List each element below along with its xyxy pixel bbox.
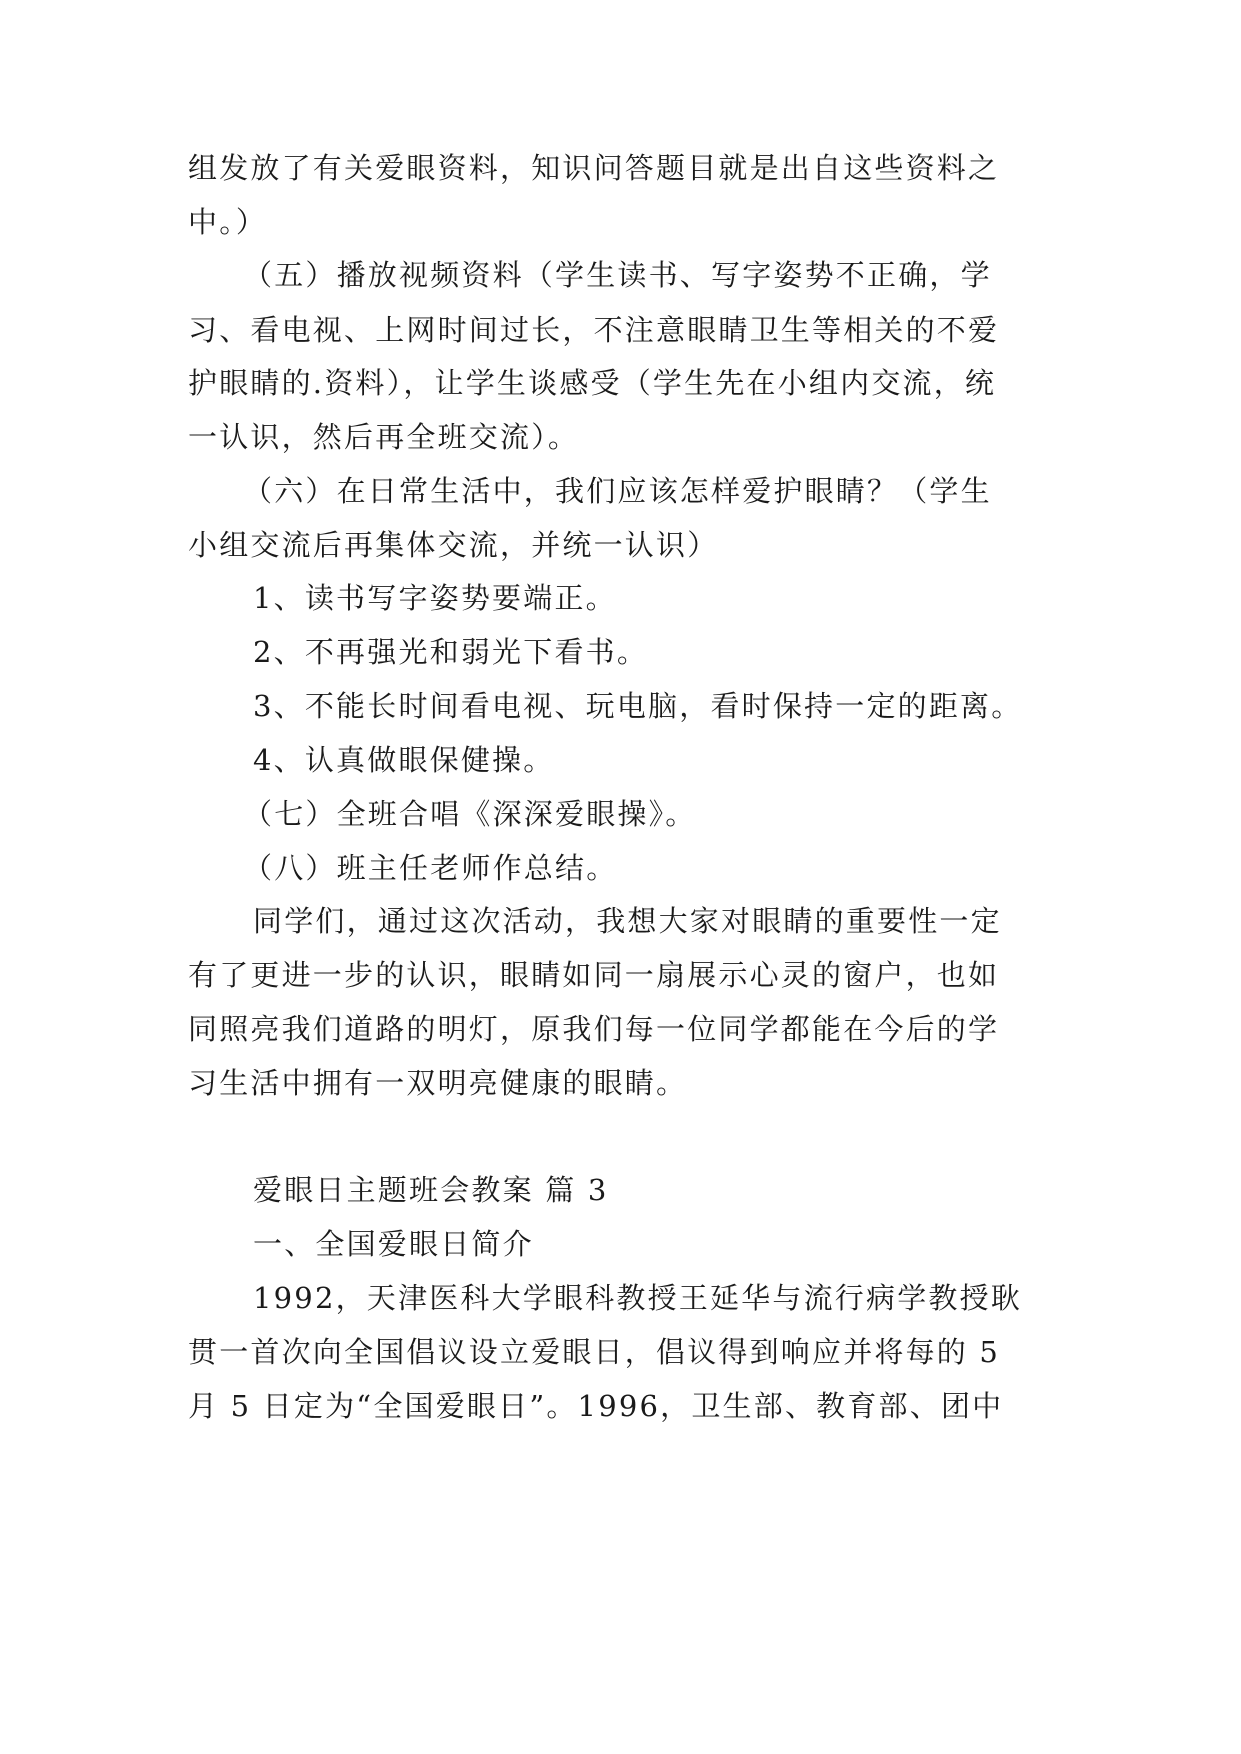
list-item: 3、不能长时间看电视、玩电脑，看时保持一定的距离。 (253, 689, 1023, 723)
paragraph-line: 同照亮我们道路的明灯，原我们每一位同学都能在今后的学 (188, 1012, 1000, 1046)
list-item: 2、不再强光和弱光下看书。 (253, 635, 649, 669)
paragraph-line: 同学们，通过这次活动，我想大家对眼睛的重要性一定 (253, 904, 1002, 938)
paragraph-line: （五）播放视频资料（学生读书、写字姿势不正确，学 (243, 258, 992, 292)
paragraph-line: 小组交流后再集体交流，并统一认识） (188, 528, 719, 562)
paragraph-line: （六）在日常生活中，我们应该怎样爱护眼睛？（学生 (243, 474, 992, 508)
paragraph-line: 月 5 日定为“全国爱眼日”。1996，卫生部、教育部、团中 (188, 1389, 1004, 1423)
list-item: 1、读书写字姿势要端正。 (253, 581, 617, 615)
paragraph-line: 习生活中拥有一双明亮健康的眼睛。 (188, 1066, 688, 1100)
section-heading: 爱眼日主题班会教案 篇 3 (253, 1173, 609, 1207)
paragraph-line: 贯一首次向全国倡议设立爱眼日，倡议得到响应并将每的 5 (188, 1335, 1001, 1369)
paragraph-line: 组发放了有关爱眼资料，知识问答题目就是出自这些资料之 (188, 151, 1000, 185)
paragraph-line: 一认识，然后再全班交流）。 (188, 420, 580, 454)
paragraph-line: 有了更进一步的认识，眼睛如同一扇展示心灵的窗户，也如 (188, 958, 1000, 992)
paragraph-line: （八）班主任老师作总结。 (243, 851, 618, 885)
paragraph-line: 护眼睛的.资料），让学生谈感受（学生先在小组内交流，统 (188, 366, 997, 400)
paragraph-line: 中。） (188, 205, 268, 239)
subsection-heading: 一、全国爱眼日简介 (253, 1227, 534, 1261)
paragraph-line: 习、看电视、上网时间过长，不注意眼睛卫生等相关的不爱 (188, 313, 1000, 347)
paragraph-line: （七）全班合唱《深深爱眼操》。 (243, 797, 697, 831)
paragraph-line: 1992，天津医科大学眼科教授王延华与流行病学教授耿 (253, 1281, 1023, 1315)
list-item: 4、认真做眼保健操。 (253, 743, 555, 777)
